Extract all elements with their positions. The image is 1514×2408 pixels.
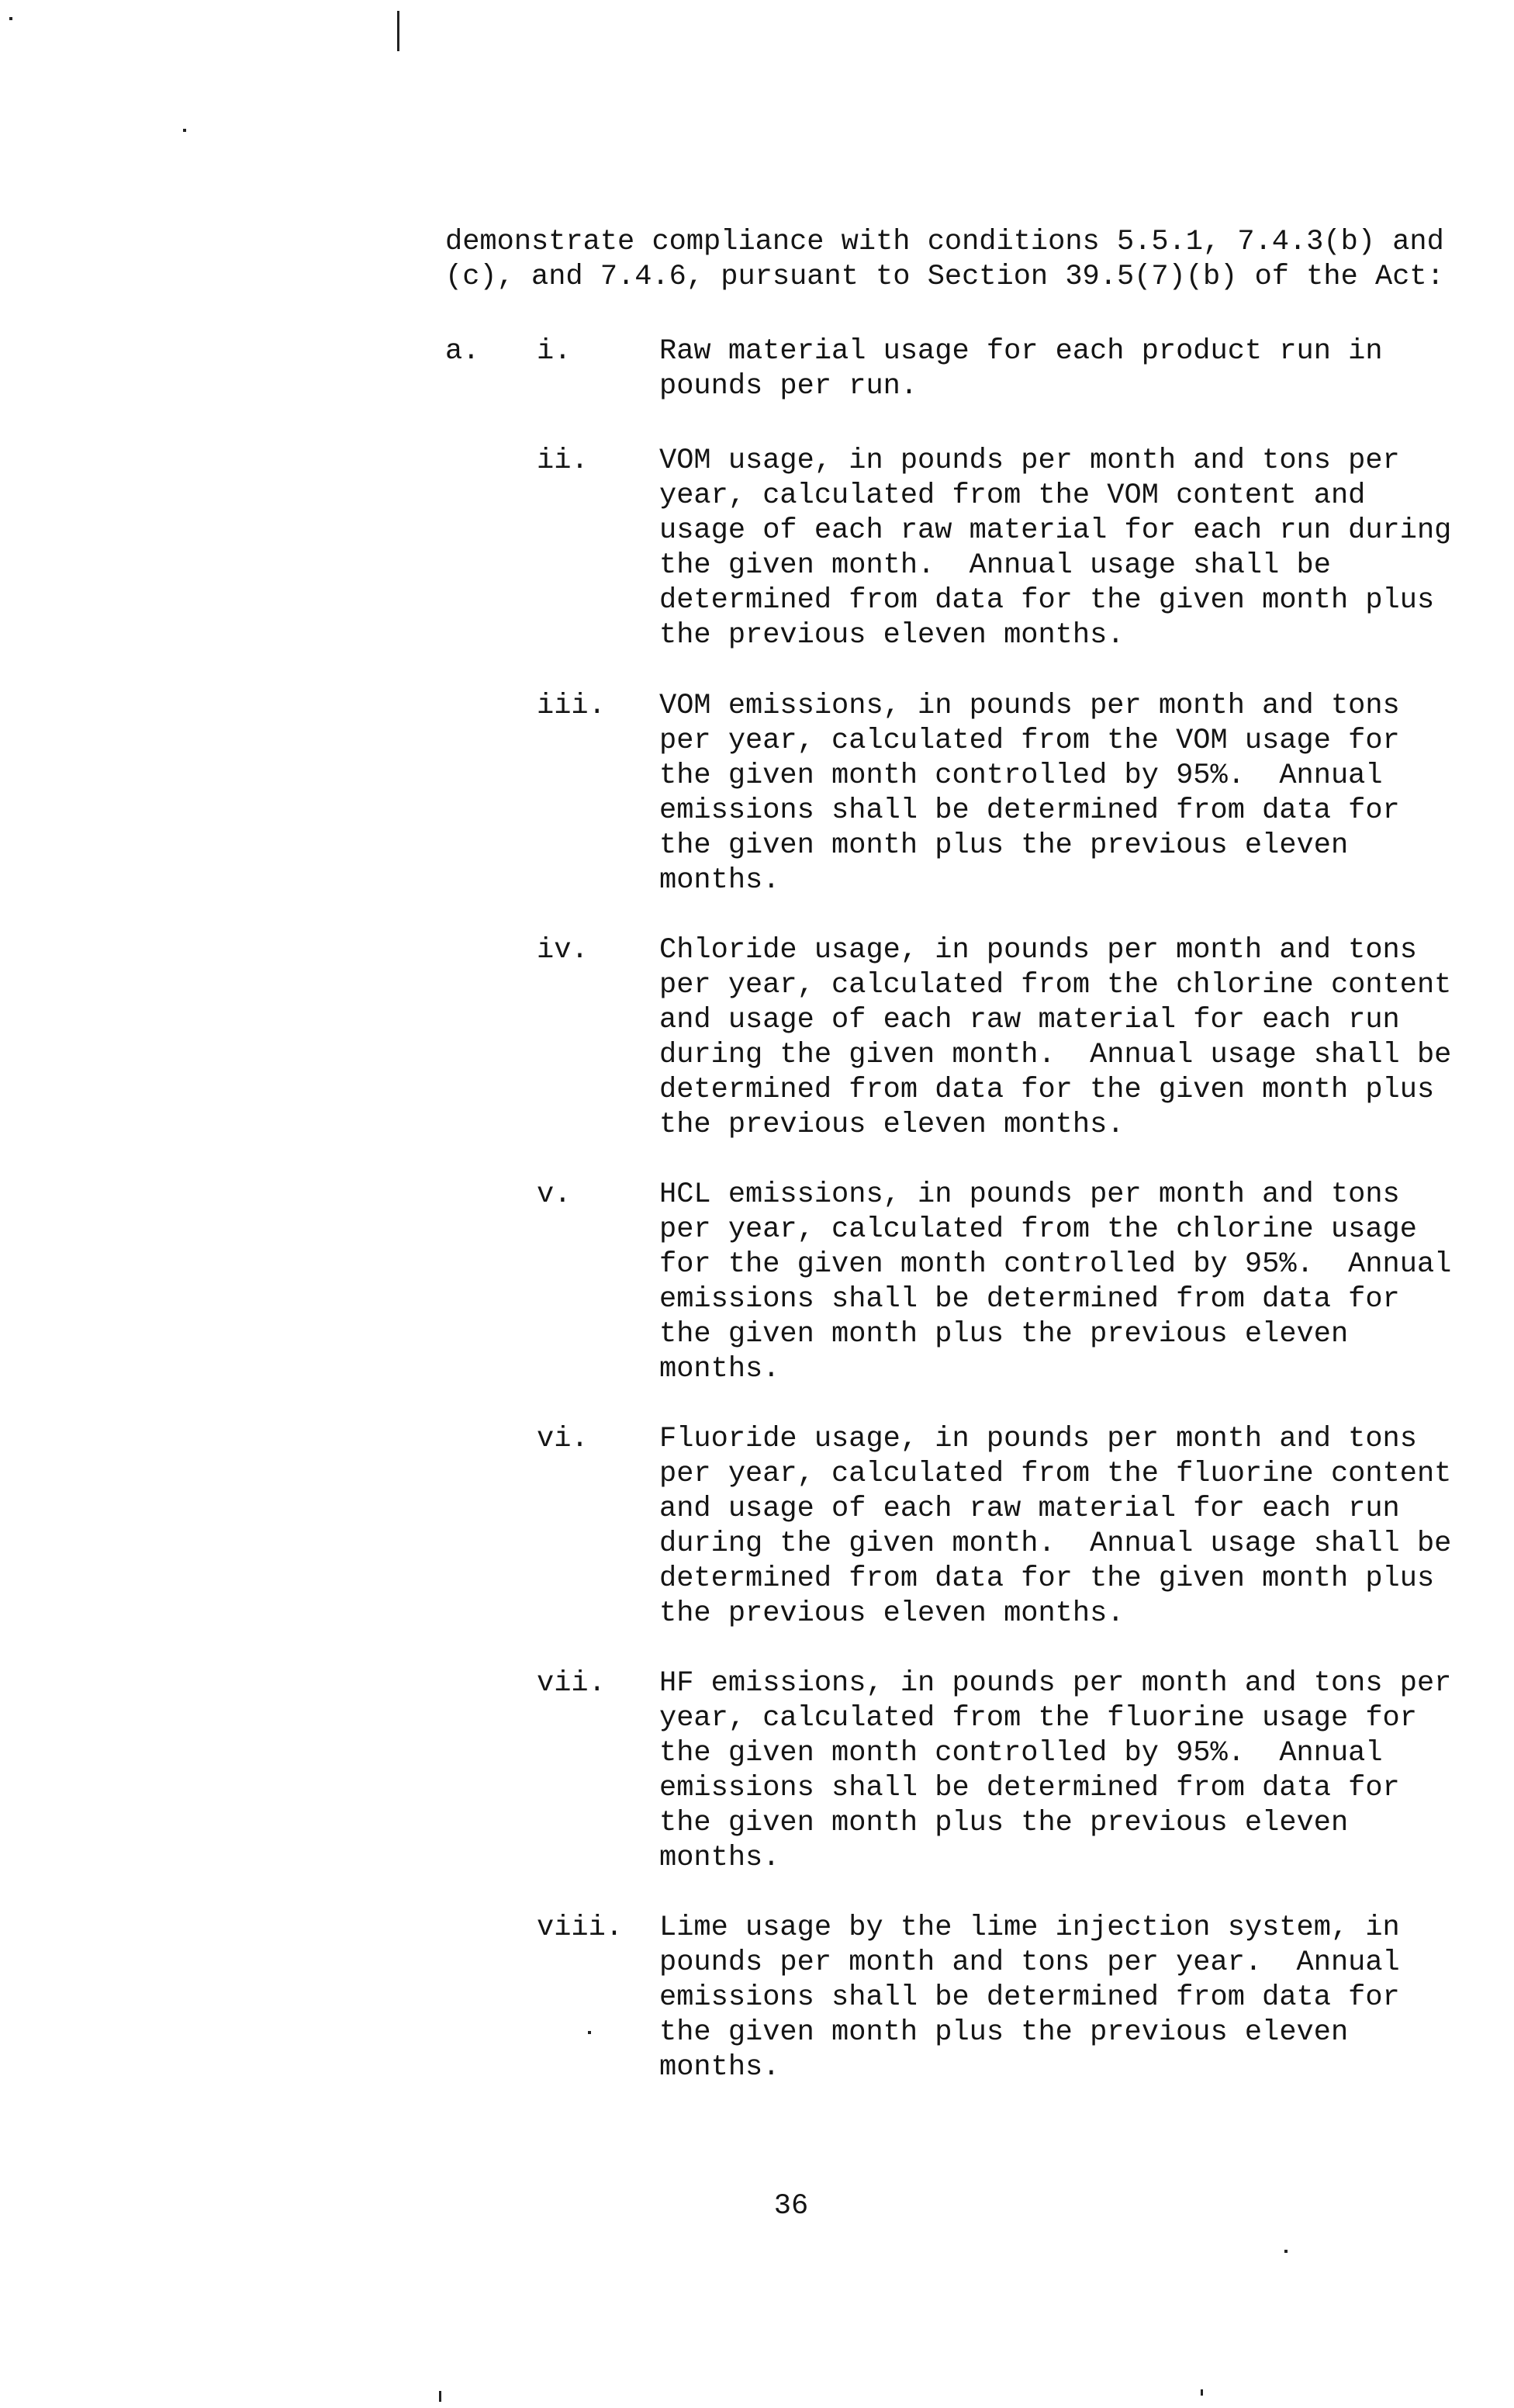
list-letter: a. xyxy=(445,335,480,368)
item-text: Fluoride usage, in pounds per month and tons per year, calculated from the fluorine content and usage of each raw material for each run during the given month. Annual usage shall be determined from data for the given month plus the previous eleven months. xyxy=(659,1423,1452,1630)
item-number: vi. xyxy=(537,1423,589,1455)
item-text: HF emissions, in pounds per month and tons per year, calculated from the fluorine usage for the given month controlled by 95%. Annual emissions shall be determined from data for the given month plus the previous eleven months. xyxy=(659,1667,1452,1874)
item-number: i. xyxy=(537,335,572,368)
scan-artifact-mark xyxy=(439,2391,441,2402)
item-number: viii. xyxy=(537,1912,624,1944)
item-number: vii. xyxy=(537,1667,606,1700)
item-text: Raw material usage for each product run in pounds per run. xyxy=(659,335,1383,403)
scan-artifact-mark xyxy=(1284,2250,1288,2253)
item-number: v. xyxy=(537,1178,572,1211)
item-text: VOM usage, in pounds per month and tons per year, calculated from the VOM content and usage of each raw material for each run during the given month. Annual usage shall be determined from data for the given month plus the previous eleven months. xyxy=(659,445,1452,652)
item-number: iii. xyxy=(537,690,606,722)
scan-artifact-mark xyxy=(588,2031,591,2034)
item-text: Lime usage by the lime injection system, in pounds per month and tons per year. Annual emissions shall be determined from data for the given month plus the previous eleven months. xyxy=(659,1912,1400,2084)
scan-artifact-mark xyxy=(183,129,186,132)
item-text: HCL emissions, in pounds per month and tons per year, calculated from the chlorine usage for the given month controlled by 95%. Annual emissions shall be determined from data for the given month plus the previous eleven months. xyxy=(659,1178,1452,1386)
intro-paragraph: demonstrate compliance with conditions 5.5.1, 7.4.3(b) and (c), and 7.4.6, pursuant to Section 39.5(7)(b) of the Act: xyxy=(445,226,1444,293)
scan-artifact-mark xyxy=(1201,2389,1203,2396)
scan-artifact-mark xyxy=(9,17,12,20)
item-text: Chloride usage, in pounds per month and tons per year, calculated from the chlorine content and usage of each raw material for each run during the given month. Annual usage shall be determined from data for the given month plus the previous eleven months. xyxy=(659,934,1452,1141)
item-number: iv. xyxy=(537,934,589,967)
item-number: ii. xyxy=(537,445,589,477)
scan-artifact-mark xyxy=(397,11,399,51)
page-number: 36 xyxy=(773,2190,809,2223)
item-text: VOM emissions, in pounds per month and tons per year, calculated from the VOM usage for the given month controlled by 95%. Annual emissions shall be determined from data for the given month plus the previous eleven months. xyxy=(659,690,1400,897)
